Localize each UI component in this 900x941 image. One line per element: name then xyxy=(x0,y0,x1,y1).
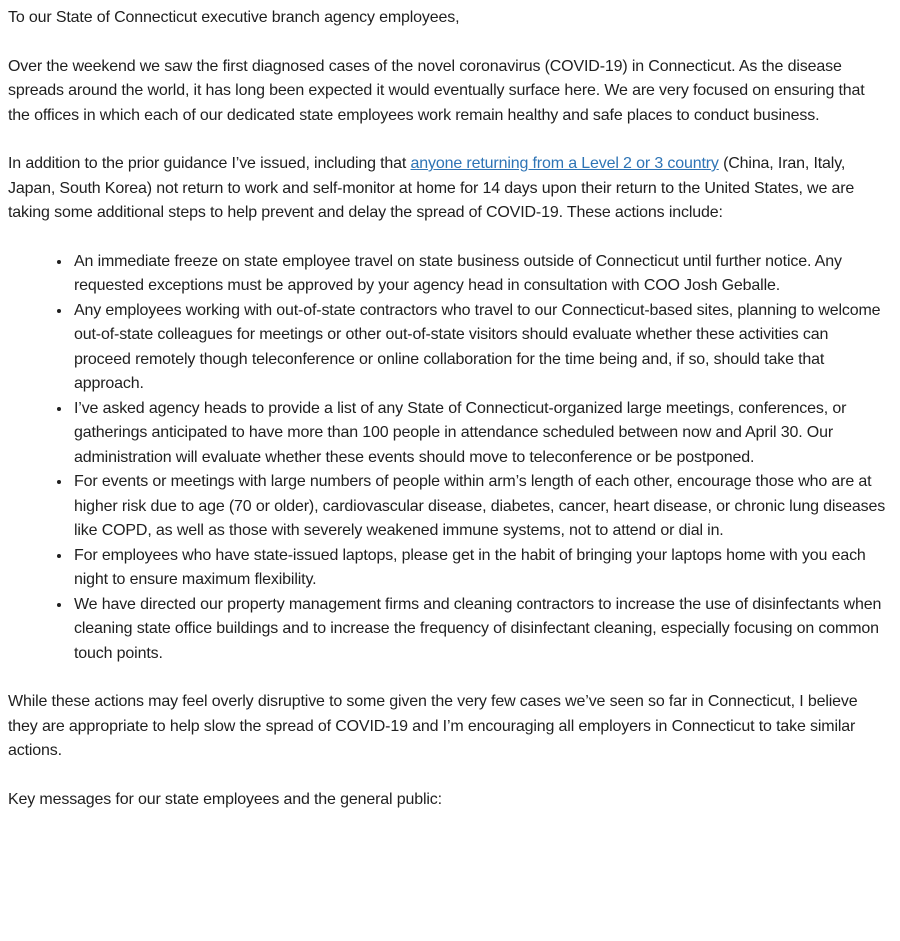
memo-document xyxy=(8,6,886,812)
list-item-laptops-home: • For employees who have state-issued laptops, please get in the habit of bringing your laptops home with you each night to ensure maximum flexibility. xyxy=(72,544,886,593)
salutation: To our State of Connecticut executive branch agency employees, xyxy=(8,9,460,26)
travel-advisory-link[interactable]: anyone returning from a Level 2 or 3 country xyxy=(410,155,719,172)
list-item-high-risk-attendees: • For events or meetings with large numbers of people within arm’s length of each other, encourage those who are at higher risk due to age (70 or older), cardiovascular disease, diabetes, cancer, heart disease, or chronic lung diseases like COPD, as well as those with severely weakened immune systems, not to attend or dial in. xyxy=(72,470,886,544)
guidance-text-before-link: In addition to the prior guidance I’ve issued, including that xyxy=(8,155,411,172)
list-item-large-meetings: • I’ve asked agency heads to provide a list of any State of Connecticut-organized large meetings, conferences, or gatherings anticipated to have more than 100 people in attendance scheduled between now and April 30. Our administration will evaluate whether these events should move to teleconference or be postponed. xyxy=(72,397,886,471)
list-item-out-of-state-contractors: • Any employees working with out-of-state contractors who travel to our Connecticut-based sites, planning to welcome out-of-state colleagues for meetings or other out-of-state visitors should evaluate whether these activities can proceed remotely though teleconference or online collaboration for the time being and, if so, should take that approach. xyxy=(72,299,886,397)
key-messages-heading: Key messages for our state employees and the general public: xyxy=(8,790,442,808)
list-item-cleaning-disinfectants: • We have directed our property management firms and cleaning contractors to increase the use of disinfectants when cleaning state office buildings and to increase the frequency of disinfectant cleaning, especially focusing on common touch points. xyxy=(72,593,886,667)
closing-paragraph: While these actions may feel overly disruptive to some given the very few cases we’ve seen so far in Connecticut, I believe they are appropriate to help slow the spread of COVID-19 and I’m encouraging all employers in Connecticut to take similar actions. xyxy=(8,693,858,759)
intro-paragraph: Over the weekend we saw the first diagnosed cases of the novel coronavirus (COVID-19) in Connecticut. As the disease spreads around the world, it has long been expected it would eventually surface here. We are very focused on ensuring that the offices in which each of our dedicated state employees work remain healthy and safe places to conduct business. xyxy=(8,57,865,124)
list-item-travel-freeze: • An immediate freeze on state employee travel on state business outside of Connecticut until further notice. Any requested exceptions must be approved by your agency head in consultation with COO Josh Geballe. xyxy=(72,250,886,299)
guidance-paragraph xyxy=(8,152,886,226)
actions-list xyxy=(8,250,886,667)
guidance-text-after-link: (China, Iran, Italy, Japan, South Korea) not return to work and self-monitor at home for 14 days upon their return to the United States, we are taking some additional steps to help prevent and delay the spread of COVID-19. These actions include: xyxy=(8,155,855,221)
